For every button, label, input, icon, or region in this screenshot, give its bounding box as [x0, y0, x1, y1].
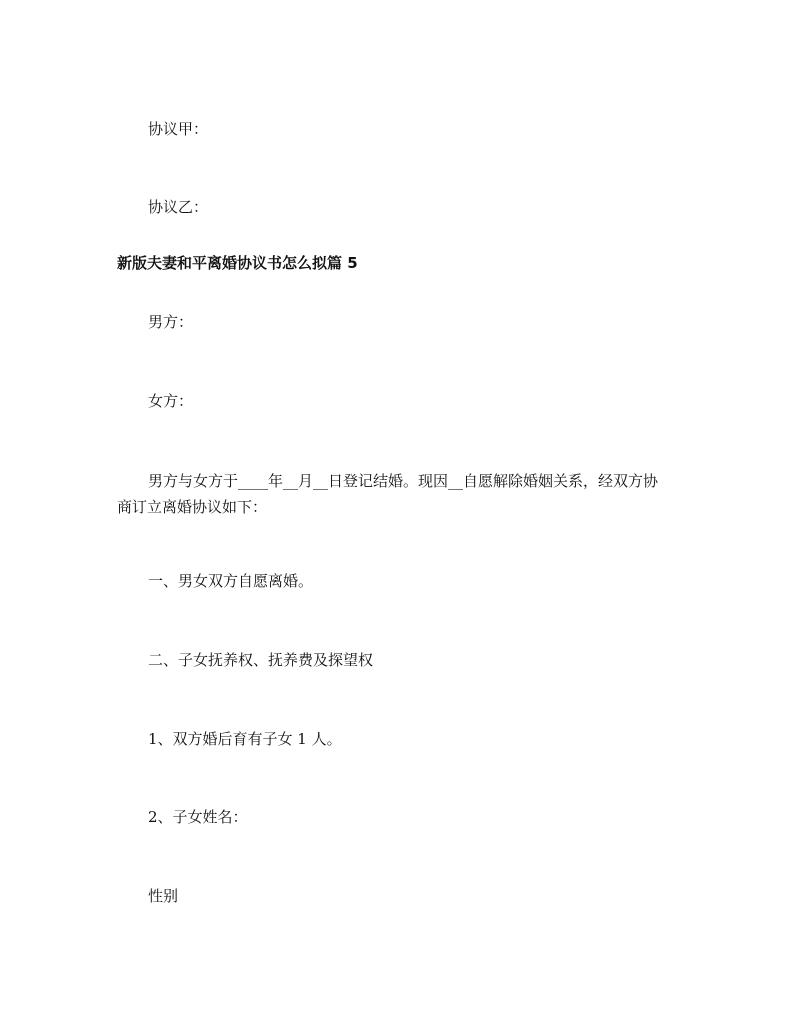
- female-label: 女方：: [148, 392, 194, 410]
- clause-2: 二、子女抚养权、抚养费及探望权: [148, 651, 374, 669]
- item-1: 1、双方婚后育有子女 1 人。: [148, 730, 342, 748]
- intro-paragraph-line-2: 商订立离婚协议如下：: [117, 498, 268, 516]
- party-a-label: 协议甲：: [148, 120, 209, 138]
- gender-label: 性别: [148, 887, 179, 905]
- intro-paragraph: [117, 468, 687, 520]
- party-b-label: 协议乙：: [148, 198, 209, 216]
- male-label: 男方：: [148, 313, 194, 331]
- section-heading: 新版夫妻和平离婚协议书怎么拟篇 5: [117, 254, 358, 272]
- item-2: 2、子女姓名：: [148, 808, 248, 826]
- clause-1: 一、男女双方自愿离婚。: [148, 572, 314, 590]
- intro-paragraph-line-1: 男方与女方于____年__月__日登记结婚。现因__自愿解除婚姻关系，经双方协: [148, 472, 659, 490]
